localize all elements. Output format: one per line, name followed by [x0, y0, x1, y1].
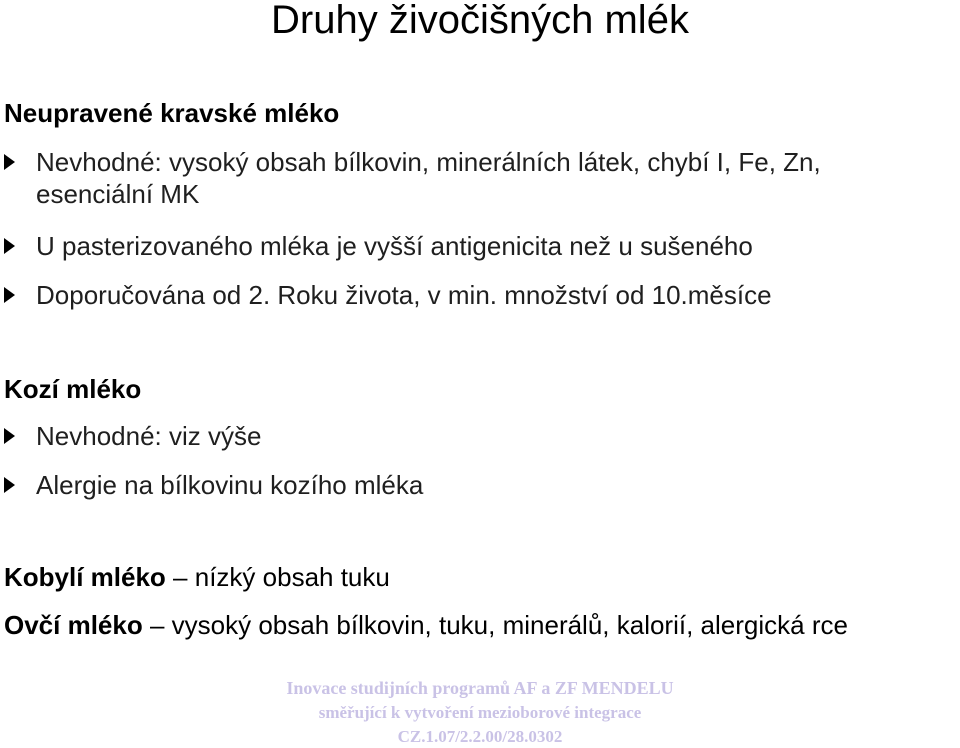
sheep-milk-label: Ovčí mléko	[4, 610, 143, 640]
footer-line-1: Inovace studijních programů AF a ZF MENDELU	[286, 678, 674, 698]
mare-milk-label: Kobylí mléko	[4, 562, 166, 592]
bullet-text: Alergie na bílkovinu kozího mléka	[36, 470, 424, 500]
bullet-item	[4, 146, 821, 210]
sheep-milk-line	[4, 609, 848, 641]
footer-line-2: směřující k vytvoření mezioborové integrace	[318, 703, 642, 722]
triangle-bullet-icon	[4, 238, 15, 254]
sheep-milk-text: – vysoký obsah bílkovin, tuku, minerálů, kalorií, alergická rce	[142, 610, 848, 640]
bullet-text: Doporučována od 2. Roku života, v min. množství od 10.měsíce	[36, 280, 772, 310]
mare-milk-line	[4, 561, 390, 593]
bullet-item	[4, 279, 772, 311]
section-heading-cow-milk: Neupravené kravské mléko	[4, 98, 340, 128]
mare-milk-text: – nízký obsah tuku	[165, 562, 390, 592]
triangle-bullet-icon	[4, 287, 15, 303]
triangle-bullet-icon	[4, 477, 15, 493]
section-heading-goat-milk: Kozí mléko	[4, 374, 142, 404]
page-title: Druhy živočišných mlék	[271, 0, 689, 42]
triangle-bullet-icon	[4, 428, 15, 444]
bullet-text	[36, 146, 821, 210]
footer-line-3: CZ.1.07/2.2.00/28.0302	[397, 727, 563, 746]
bullet-text-line: esenciální MK	[36, 179, 200, 209]
triangle-bullet-icon	[4, 154, 15, 170]
bullet-item	[4, 230, 753, 262]
bullet-text-line: Nevhodné: vysoký obsah bílkovin, minerálních látek, chybí I, Fe, Zn,	[36, 147, 821, 177]
bullet-item	[4, 420, 261, 452]
bullet-text: U pasterizovaného mléka je vyšší antigenicita než u sušeného	[36, 231, 753, 261]
bullet-item	[4, 469, 423, 501]
bullet-text: Nevhodné: viz výše	[36, 421, 262, 451]
